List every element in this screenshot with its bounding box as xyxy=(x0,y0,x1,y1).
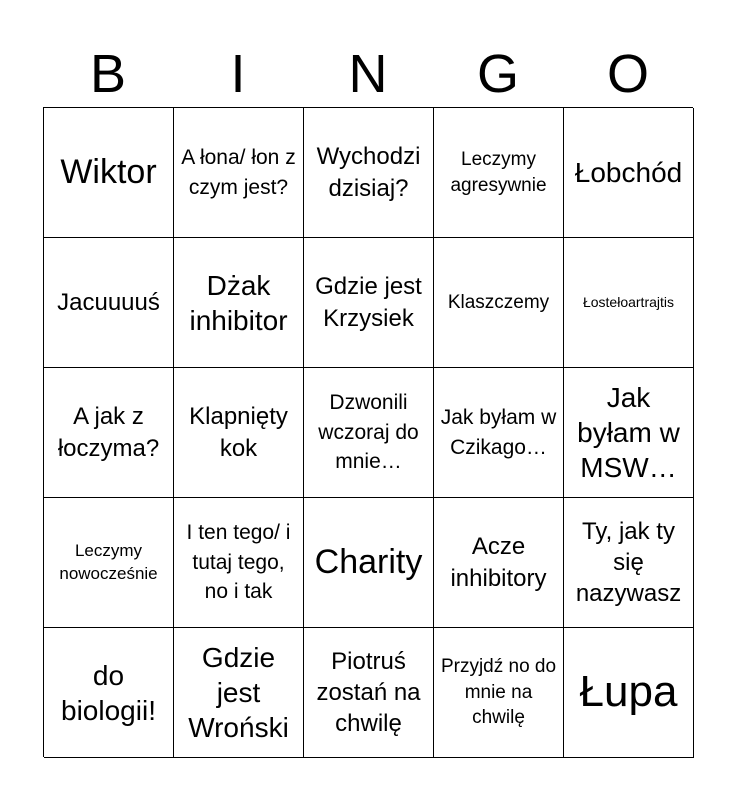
bingo-cell[interactable] xyxy=(304,108,434,238)
bingo-cell[interactable] xyxy=(174,498,304,628)
cell-text: do biologii! xyxy=(61,659,156,726)
bingo-header xyxy=(43,40,693,108)
cell-text: Klaszczemy xyxy=(447,291,550,313)
cell-text: Dżak inhibitor xyxy=(189,269,288,336)
bingo-cell[interactable] xyxy=(174,108,304,238)
cell-text: Leczymy agresywnie xyxy=(450,148,547,196)
bingo-cell[interactable] xyxy=(434,368,564,498)
header-letter-i: I xyxy=(230,44,246,104)
bingo-cell[interactable] xyxy=(564,498,694,628)
bingo-cell[interactable] xyxy=(434,498,564,628)
cell-text: I ten tego/ i tutaj tego, no i tak xyxy=(186,521,291,604)
cell-text: Jak byłam w MSW… xyxy=(577,382,680,483)
bingo-cell[interactable] xyxy=(434,238,564,368)
bingo-cell[interactable] xyxy=(434,628,564,758)
bingo-grid xyxy=(43,107,693,757)
bingo-cell[interactable] xyxy=(564,368,694,498)
bingo-cell[interactable] xyxy=(44,238,174,368)
cell-text: Jacuuuuś xyxy=(57,288,160,316)
bingo-cell[interactable] xyxy=(304,498,434,628)
cell-text: Łobchód xyxy=(574,157,683,188)
cell-text: Wiktor xyxy=(60,153,157,192)
cell-text: Gdzie jest Wroński xyxy=(188,642,289,743)
cell-text: Klapnięty kok xyxy=(189,403,288,462)
header-letter-n: N xyxy=(348,44,388,104)
bingo-cell[interactable] xyxy=(44,108,174,238)
cell-text: Gdzie jest Krzysiek xyxy=(315,273,422,332)
cell-text: A łona/ łon z czym jest? xyxy=(181,146,296,199)
cell-text: Leczymy nowocześnie xyxy=(59,541,158,583)
cell-text: Jak byłam w Czikago… xyxy=(440,406,557,459)
cell-text: Wychodzi dzisiaj? xyxy=(316,143,421,202)
cell-text: Piotruś zostań na chwilę xyxy=(316,647,421,738)
bingo-cell[interactable] xyxy=(174,368,304,498)
bingo-cell[interactable] xyxy=(174,628,304,758)
bingo-cell[interactable] xyxy=(564,238,694,368)
header-letter-o: O xyxy=(606,44,649,104)
cell-text: Łostełoartrajtis xyxy=(582,293,675,310)
cell-text: A jak z łoczyma? xyxy=(57,403,160,462)
cell-text: Łupa xyxy=(579,667,678,717)
header-letter-g: G xyxy=(476,44,519,104)
cell-text: Przyjdź no do mnie na chwilę xyxy=(440,656,557,729)
cell-text: Ty, jak ty się nazywasz xyxy=(575,517,682,608)
cell-text: Dzwonili wczoraj do mnie… xyxy=(318,391,419,474)
bingo-cell[interactable] xyxy=(564,628,694,758)
bingo-cell[interactable] xyxy=(434,108,564,238)
bingo-cell[interactable] xyxy=(44,628,174,758)
cell-text: Charity xyxy=(314,543,423,582)
bingo-cell[interactable] xyxy=(44,368,174,498)
bingo-cell[interactable] xyxy=(304,628,434,758)
header-letter-b: B xyxy=(89,44,127,104)
bingo-cell[interactable] xyxy=(44,498,174,628)
bingo-cell[interactable] xyxy=(304,238,434,368)
bingo-cell[interactable] xyxy=(174,238,304,368)
bingo-cell[interactable] xyxy=(564,108,694,238)
bingo-cell[interactable] xyxy=(304,368,434,498)
cell-text: Acze inhibitory xyxy=(450,533,547,592)
